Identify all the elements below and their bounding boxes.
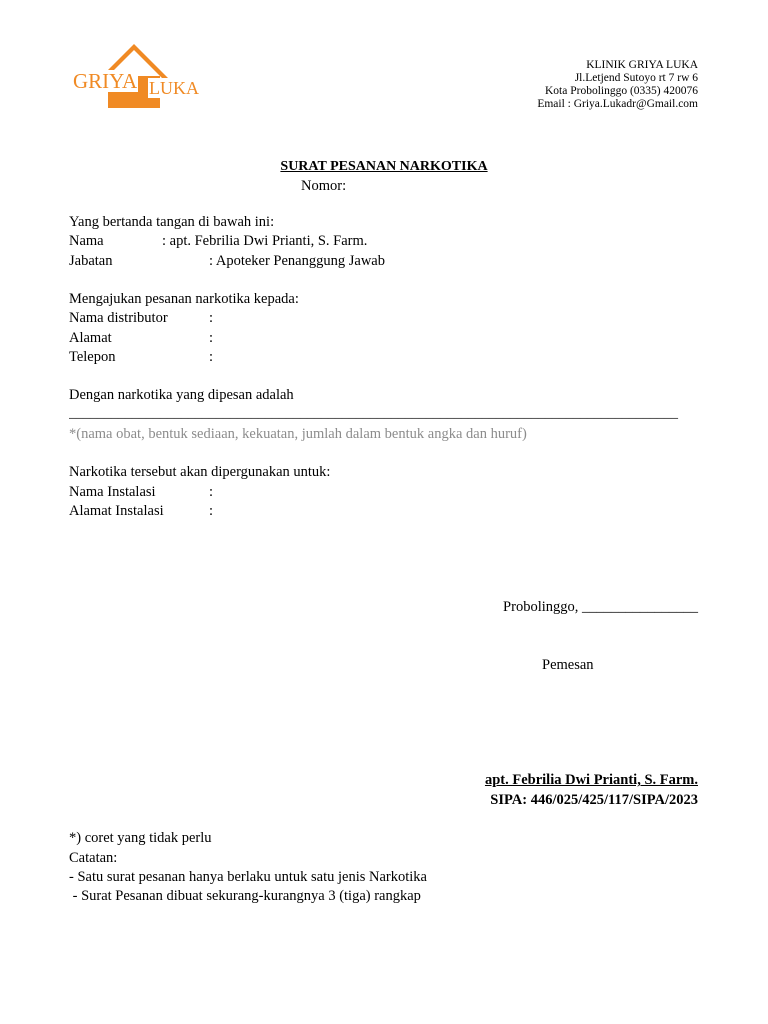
signer-role: Pemesan <box>542 657 594 673</box>
facility-name-colon: : <box>209 484 214 500</box>
clinic-logo <box>70 40 200 112</box>
clinic-email: Email : Griya.Lukadr@Gmail.com <box>537 98 698 110</box>
order-intro: Dengan narkotika yang dipesan adalah <box>69 387 294 403</box>
distributor-address-label: Alamat <box>69 330 112 346</box>
signer-intro: Yang bertanda tangan di bawah ini: <box>69 214 275 230</box>
distributor-name-label: Nama distributor <box>69 310 168 326</box>
strike-note: *) coret yang tidak perlu <box>69 830 212 846</box>
logo-text-griya: GRIYA <box>73 69 138 93</box>
signer-name-value: : apt. Febrilia Dwi Prianti, S. Farm. <box>162 233 368 249</box>
place-date: Probolinggo, ________________ <box>503 599 698 615</box>
order-hint: *(nama obat, bentuk sediaan, kekuatan, jumlah dalam bentuk angka dan huruf) <box>69 426 527 442</box>
usage-intro: Narkotika tersebut akan dipergunakan untuk: <box>69 464 331 480</box>
clinic-name: KLINIK GRIYA LUKA <box>586 59 698 71</box>
signer-name-label: Nama <box>69 233 104 249</box>
document-title: SURAT PESANAN NARKOTIKA <box>280 159 488 174</box>
logo-text-luka: LUKA <box>149 78 199 98</box>
signer-position-value: : Apoteker Penanggung Jawab <box>209 253 385 269</box>
distributor-address-colon: : <box>209 330 214 346</box>
clinic-city-phone: Kota Probolinggo (0335) 420076 <box>544 85 698 97</box>
order-fill-line: _______________________________________________________________________________________ <box>69 406 678 421</box>
distributor-name-colon: : <box>209 310 214 326</box>
document-number-label: Nomor: <box>301 178 347 194</box>
distributor-phone-colon: : <box>209 349 214 365</box>
clinic-address: Jl.Letjend Sutoyo rt 7 rw 6 <box>574 72 698 84</box>
signature-name: apt. Febrilia Dwi Prianti, S. Farm. <box>484 772 698 788</box>
signer-position-label: Jabatan <box>69 253 113 269</box>
note-item-1: - Satu surat pesanan hanya berlaku untuk satu jenis Narkotika <box>69 869 427 885</box>
distributor-phone-label: Telepon <box>69 349 116 365</box>
notes-heading: Catatan: <box>69 850 118 866</box>
signature-license: SIPA: 446/025/425/117/SIPA/2023 <box>490 792 698 808</box>
facility-address-label: Alamat Instalasi <box>69 503 164 519</box>
distributor-intro: Mengajukan pesanan narkotika kepada: <box>69 291 299 307</box>
note-item-2: - Surat Pesanan dibuat sekurang-kurangnya 3 (tiga) rangkap <box>69 888 421 904</box>
facility-address-colon: : <box>209 503 214 519</box>
facility-name-label: Nama Instalasi <box>69 484 156 500</box>
